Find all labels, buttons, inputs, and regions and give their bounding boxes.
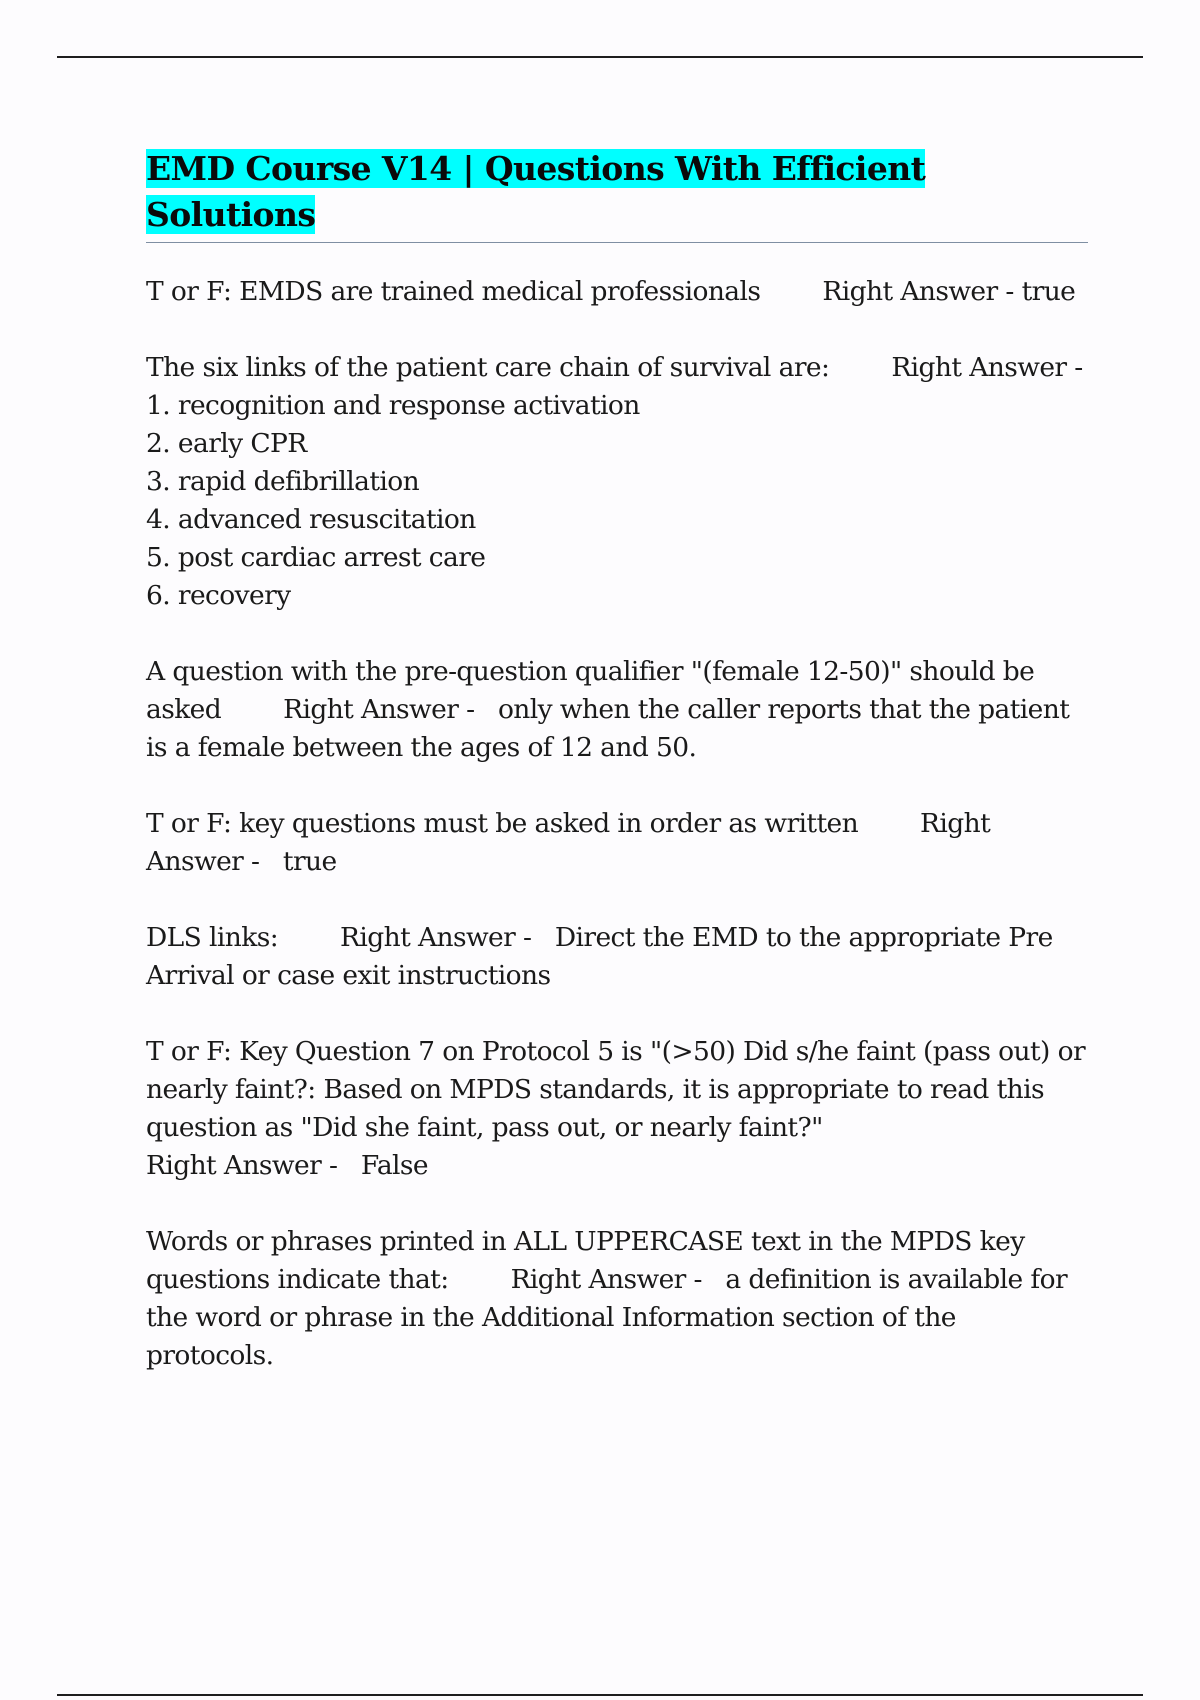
answer-text: true: [1021, 276, 1076, 307]
answer-text: 1. recognition and response activation: [146, 390, 640, 421]
answer-label: Right Answer -: [891, 352, 1083, 383]
answer-label: Right Answer -: [146, 1150, 338, 1181]
answer-list-item: 5. post cardiac arrest care: [146, 542, 486, 573]
answer-label: Right Answer -: [340, 922, 532, 953]
answer-label: Right Answer -: [146, 808, 998, 877]
title-underline: [146, 242, 1088, 243]
answer-list-item: 4. advanced resuscitation: [146, 504, 476, 535]
question-text: T or F: Key Question 7 on Protocol 5 is "(>50) Did s/he faint (pass out) or nearly faint?: Based on MPDS standards, it is appropriate to read this question as "Did she faint, pass out, or nearly faint?": [146, 1036, 1093, 1143]
answer-text: Direct the EMD to the appropriate Pre Arrival or case exit instructions: [146, 922, 1061, 991]
qa-item: [146, 1033, 1093, 1185]
qa-item: [146, 919, 1086, 995]
document-body: [146, 146, 1093, 1375]
title-highlight: EMD Course V14 | Questions With Efficient Solutions: [146, 149, 926, 234]
question-text: Words or phrases printed in ALL UPPERCASE text in the MPDS key questions indicate that:: [146, 1226, 1033, 1295]
document-title: [146, 146, 1086, 238]
answer-label: Right Answer -: [822, 276, 1014, 307]
qa-item: [146, 805, 1086, 881]
answer-label: Right Answer -: [510, 1264, 702, 1295]
qa-item: [146, 273, 1086, 311]
footer-rule: [57, 1694, 1143, 1696]
qa-item: [146, 653, 1086, 767]
question-text: T or F: EMDS are trained medical professionals: [146, 276, 761, 307]
answer-text: False: [360, 1150, 428, 1181]
qa-item: [146, 349, 1086, 425]
question-text: T or F: key questions must be asked in order as written: [146, 808, 859, 839]
question-text: DLS links:: [146, 922, 279, 953]
answer-list-item: 3. rapid defibrillation: [146, 466, 420, 497]
answer-list-item: 6. recovery: [146, 580, 291, 611]
question-text: The six links of the patient care chain of survival are:: [146, 352, 830, 383]
answer-list-item: 2. early CPR: [146, 428, 307, 459]
qa-item: [146, 1223, 1086, 1375]
answer-text: a definition is available for the word or phrase in the Additional Information section of the protocols.: [146, 1264, 1075, 1371]
answer-text: only when the caller reports that the patient is a female between the ages of 12 and 50.: [146, 694, 1078, 763]
header-rule: [57, 56, 1143, 58]
question-text: A question with the pre-question qualifier "(female 12-50)" should be asked: [146, 656, 1043, 725]
answer-label: Right Answer -: [283, 694, 475, 725]
answer-text: true: [282, 846, 337, 877]
